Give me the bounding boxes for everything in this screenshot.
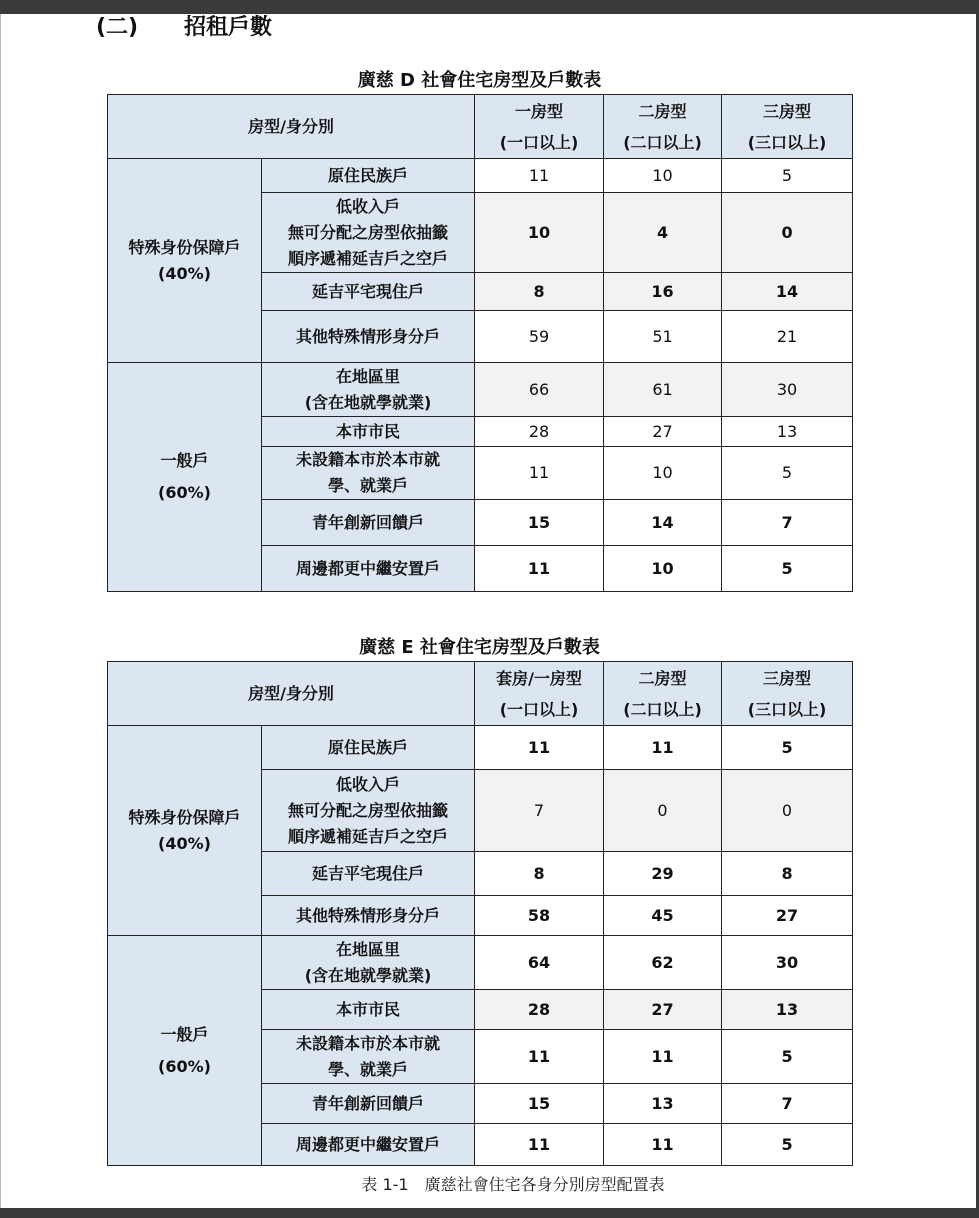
identity-category-cell: [262, 273, 475, 311]
unit-count-cell: [722, 546, 853, 592]
group-label: 特殊身份保障戶: [128, 237, 241, 257]
identity-category-cell: [262, 1084, 475, 1124]
unit-count: 4: [656, 222, 669, 242]
unit-count-cell: [475, 193, 604, 273]
unit-count: 5: [781, 1134, 793, 1154]
unit-count: 28: [528, 421, 550, 441]
unit-count-cell: [475, 311, 604, 363]
identity-category-cell: [262, 726, 475, 770]
column-header: [722, 95, 853, 159]
table-d: [107, 94, 853, 592]
unit-count-cell: [722, 770, 853, 852]
header-row: [108, 662, 853, 726]
unit-count: 11: [651, 1134, 674, 1154]
unit-count: 28: [527, 999, 551, 1019]
identity-category-line: 本市市民: [336, 421, 401, 441]
unit-count: 11: [651, 737, 674, 757]
identity-category-line: 周邊都更中繼安置戶: [296, 558, 441, 578]
identity-category-line: 低收入戶: [336, 774, 401, 794]
unit-count: 59: [528, 326, 550, 346]
unit-count-cell: [722, 193, 853, 273]
identity-category-line: (含在地就學就業): [304, 965, 432, 985]
unit-count-cell: [475, 1084, 604, 1124]
unit-count-cell: [722, 1030, 853, 1084]
column-header: [475, 662, 604, 726]
identity-category-line: 周邊都更中繼安置戶: [296, 1134, 441, 1154]
column-household-size: (一口以上): [499, 699, 579, 719]
unit-count: 11: [527, 737, 551, 757]
unit-count-cell: [475, 852, 604, 896]
identity-category-line: 無可分配之房型依抽籤: [288, 222, 449, 242]
unit-count-cell: [722, 726, 853, 770]
unit-count-cell: [604, 936, 722, 990]
identity-category-line: 未設籍本市於本市就: [296, 450, 441, 469]
unit-count-cell: [604, 852, 722, 896]
unit-count: 64: [527, 952, 551, 972]
section-title: 招租戶數: [184, 15, 273, 40]
header-label-cell: [108, 95, 475, 159]
unit-count: 30: [776, 379, 798, 399]
unit-count-cell: [475, 159, 604, 193]
group-percentage: (40%): [158, 263, 211, 283]
unit-count-cell: [722, 1084, 853, 1124]
column-header: [475, 95, 604, 159]
group-percentage: (40%): [158, 833, 211, 853]
unit-count-cell: [604, 193, 722, 273]
identity-category-cell: [262, 417, 475, 447]
unit-count-cell: [722, 1124, 853, 1166]
group-label-cell: [108, 159, 262, 363]
unit-count: 11: [651, 1046, 674, 1066]
identity-category-line: 順序遞補延吉戶之空戶: [288, 248, 449, 268]
unit-count-cell: [722, 936, 853, 990]
unit-count: 10: [651, 558, 674, 578]
unit-count-cell: [475, 770, 604, 852]
header-label: 房型/身分別: [248, 116, 334, 136]
unit-count-cell: [475, 936, 604, 990]
unit-count-cell: [604, 990, 722, 1030]
group-percentage: (60%): [158, 483, 211, 502]
document-page: [0, 14, 976, 1218]
unit-count: 11: [528, 165, 550, 185]
identity-category-cell: [262, 159, 475, 193]
unit-count-cell: [722, 896, 853, 936]
identity-category-line: 順序遞補延吉戶之空戶: [288, 826, 449, 846]
section-heading: [96, 10, 272, 41]
identity-category-line: 延吉平宅現住戶: [312, 863, 425, 883]
unit-count-cell: [722, 417, 853, 447]
header-label-cell: [108, 662, 475, 726]
unit-count: 16: [651, 281, 674, 301]
unit-count: 13: [776, 421, 798, 441]
unit-count-cell: [475, 500, 604, 546]
unit-count: 61: [652, 379, 673, 399]
identity-category-line: 在地區里: [336, 366, 401, 386]
header-row: [108, 95, 853, 159]
group-label-cell: [108, 726, 262, 936]
column-name: 三房型: [763, 668, 812, 688]
unit-count: 29: [651, 863, 674, 883]
column-header: [604, 95, 722, 159]
identity-category-cell: [262, 1124, 475, 1166]
identity-category-cell: [262, 936, 475, 990]
unit-count: 5: [781, 1046, 793, 1066]
identity-category-line: 青年創新回饋戶: [312, 512, 425, 532]
unit-count-cell: [475, 896, 604, 936]
unit-count-cell: [604, 363, 722, 417]
column-name: 二房型: [638, 101, 687, 121]
column-name: 二房型: [638, 668, 687, 688]
unit-count: 14: [651, 512, 674, 532]
unit-count: 58: [527, 905, 551, 925]
group-label: 一般戶: [160, 1024, 209, 1044]
column-header: [722, 662, 853, 726]
identity-category-cell: [262, 896, 475, 936]
unit-count-cell: [722, 447, 853, 500]
unit-count-cell: [604, 1030, 722, 1084]
table-caption: 表 1-1 廣慈社會住宅各身分別房型配置表: [361, 1175, 665, 1194]
unit-count: 8: [533, 863, 545, 883]
unit-count-cell: [722, 990, 853, 1030]
identity-category-line: (含在地就學就業): [304, 392, 432, 412]
unit-count-cell: [722, 363, 853, 417]
unit-count: 13: [775, 999, 799, 1019]
unit-count-cell: [604, 311, 722, 363]
column-name: 三房型: [763, 101, 812, 121]
unit-count: 8: [781, 863, 793, 883]
page-number: -: [494, 1204, 499, 1218]
unit-count-cell: [722, 159, 853, 193]
unit-count-cell: [604, 447, 722, 500]
group-label: 特殊身份保障戶: [128, 807, 241, 827]
unit-count-cell: [604, 273, 722, 311]
group-percentage: (60%): [158, 1056, 211, 1076]
identity-category-line: 低收入戶: [336, 196, 401, 216]
unit-count-cell: [475, 726, 604, 770]
identity-category-cell: [262, 193, 475, 273]
identity-category-line: 其他特殊情形身分戶: [296, 326, 441, 346]
header-label: 房型/身分別: [248, 683, 334, 703]
column-name: 套房/一房型: [496, 668, 582, 688]
identity-category-line: 其他特殊情形身分戶: [296, 905, 441, 925]
identity-category-line: 未設籍本市於本市就: [296, 1033, 441, 1053]
unit-count-cell: [604, 500, 722, 546]
identity-category-line: 學、就業戶: [328, 1059, 409, 1079]
unit-count-cell: [475, 1124, 604, 1166]
group-label-cell: [108, 936, 262, 1166]
identity-category-cell: [262, 546, 475, 592]
section-number: (二): [96, 15, 139, 40]
identity-category-line: 本市市民: [336, 999, 401, 1019]
unit-count: 11: [528, 463, 550, 482]
unit-count: 13: [651, 1093, 674, 1113]
identity-category-cell: [262, 447, 475, 500]
unit-count: 5: [781, 558, 793, 578]
identity-category-line: 在地區里: [336, 939, 401, 959]
identity-category-cell: [262, 311, 475, 363]
unit-count: 0: [657, 800, 668, 820]
unit-count-cell: [604, 770, 722, 852]
unit-count: 10: [652, 463, 673, 482]
table-row: [108, 363, 853, 417]
unit-count-cell: [604, 1084, 722, 1124]
unit-count-cell: [604, 546, 722, 592]
identity-category-line: 無可分配之房型依抽籤: [288, 800, 449, 820]
unit-count: 7: [533, 800, 545, 820]
unit-count: 11: [527, 558, 551, 578]
unit-count: 30: [775, 952, 799, 972]
unit-count: 15: [527, 1093, 551, 1113]
identity-category-line: 學、就業戶: [328, 476, 409, 495]
column-name: 一房型: [515, 101, 564, 121]
unit-count: 27: [775, 905, 799, 925]
unit-count: 5: [781, 463, 793, 482]
unit-count-cell: [722, 311, 853, 363]
unit-count: 14: [775, 281, 799, 301]
identity-category-cell: [262, 1030, 475, 1084]
unit-count-cell: [475, 363, 604, 417]
table-row: [108, 936, 853, 990]
group-label: 一般戶: [160, 451, 209, 470]
unit-count-cell: [475, 1030, 604, 1084]
identity-category-line: 延吉平宅現住戶: [312, 281, 425, 301]
column-household-size: (三口以上): [747, 132, 827, 152]
unit-count: 11: [527, 1134, 551, 1154]
group-label-cell: [108, 363, 262, 592]
table-d-title: 廣慈 D 社會住宅房型及戶數表: [357, 70, 602, 91]
unit-count-cell: [475, 417, 604, 447]
unit-count: 66: [528, 379, 550, 399]
column-header: [604, 662, 722, 726]
identity-category-cell: [262, 770, 475, 852]
unit-count-cell: [604, 1124, 722, 1166]
identity-category-cell: [262, 990, 475, 1030]
identity-category-line: 原住民族戶: [328, 737, 409, 757]
unit-count-cell: [604, 726, 722, 770]
table-row: [108, 159, 853, 193]
unit-count-cell: [722, 500, 853, 546]
unit-count: 5: [781, 737, 793, 757]
unit-count: 11: [527, 1046, 551, 1066]
unit-count: 27: [652, 421, 673, 441]
column-household-size: (二口以上): [623, 132, 702, 152]
unit-count-cell: [475, 273, 604, 311]
unit-count: 45: [651, 905, 674, 925]
unit-count-cell: [722, 273, 853, 311]
identity-category-cell: [262, 363, 475, 417]
unit-count-cell: [604, 417, 722, 447]
unit-count: 7: [781, 512, 793, 532]
unit-count: 51: [652, 326, 673, 346]
table-e: [107, 661, 853, 1166]
unit-count: 8: [533, 281, 545, 301]
column-household-size: (一口以上): [499, 132, 579, 152]
identity-category-line: 青年創新回饋戶: [312, 1093, 425, 1113]
unit-count: 5: [781, 165, 793, 185]
unit-count: 10: [652, 165, 673, 185]
unit-count: 62: [651, 952, 674, 972]
identity-category-cell: [262, 852, 475, 896]
unit-count: 27: [651, 999, 674, 1019]
unit-count-cell: [475, 990, 604, 1030]
table-row: [108, 726, 853, 770]
unit-count-cell: [604, 896, 722, 936]
identity-category-line: 原住民族戶: [328, 165, 409, 185]
identity-category-cell: [262, 500, 475, 546]
table-e-title: 廣慈 E 社會住宅房型及戶數表: [359, 637, 600, 658]
unit-count: 7: [781, 1093, 793, 1113]
column-household-size: (三口以上): [747, 699, 827, 719]
unit-count-cell: [604, 159, 722, 193]
unit-count: 0: [781, 800, 793, 820]
unit-count-cell: [722, 852, 853, 896]
unit-count: 10: [527, 222, 551, 242]
unit-count: 0: [781, 222, 793, 242]
unit-count-cell: [475, 447, 604, 500]
unit-count: 15: [527, 512, 551, 532]
column-household-size: (二口以上): [623, 699, 702, 719]
unit-count: 21: [776, 326, 798, 346]
unit-count-cell: [475, 546, 604, 592]
